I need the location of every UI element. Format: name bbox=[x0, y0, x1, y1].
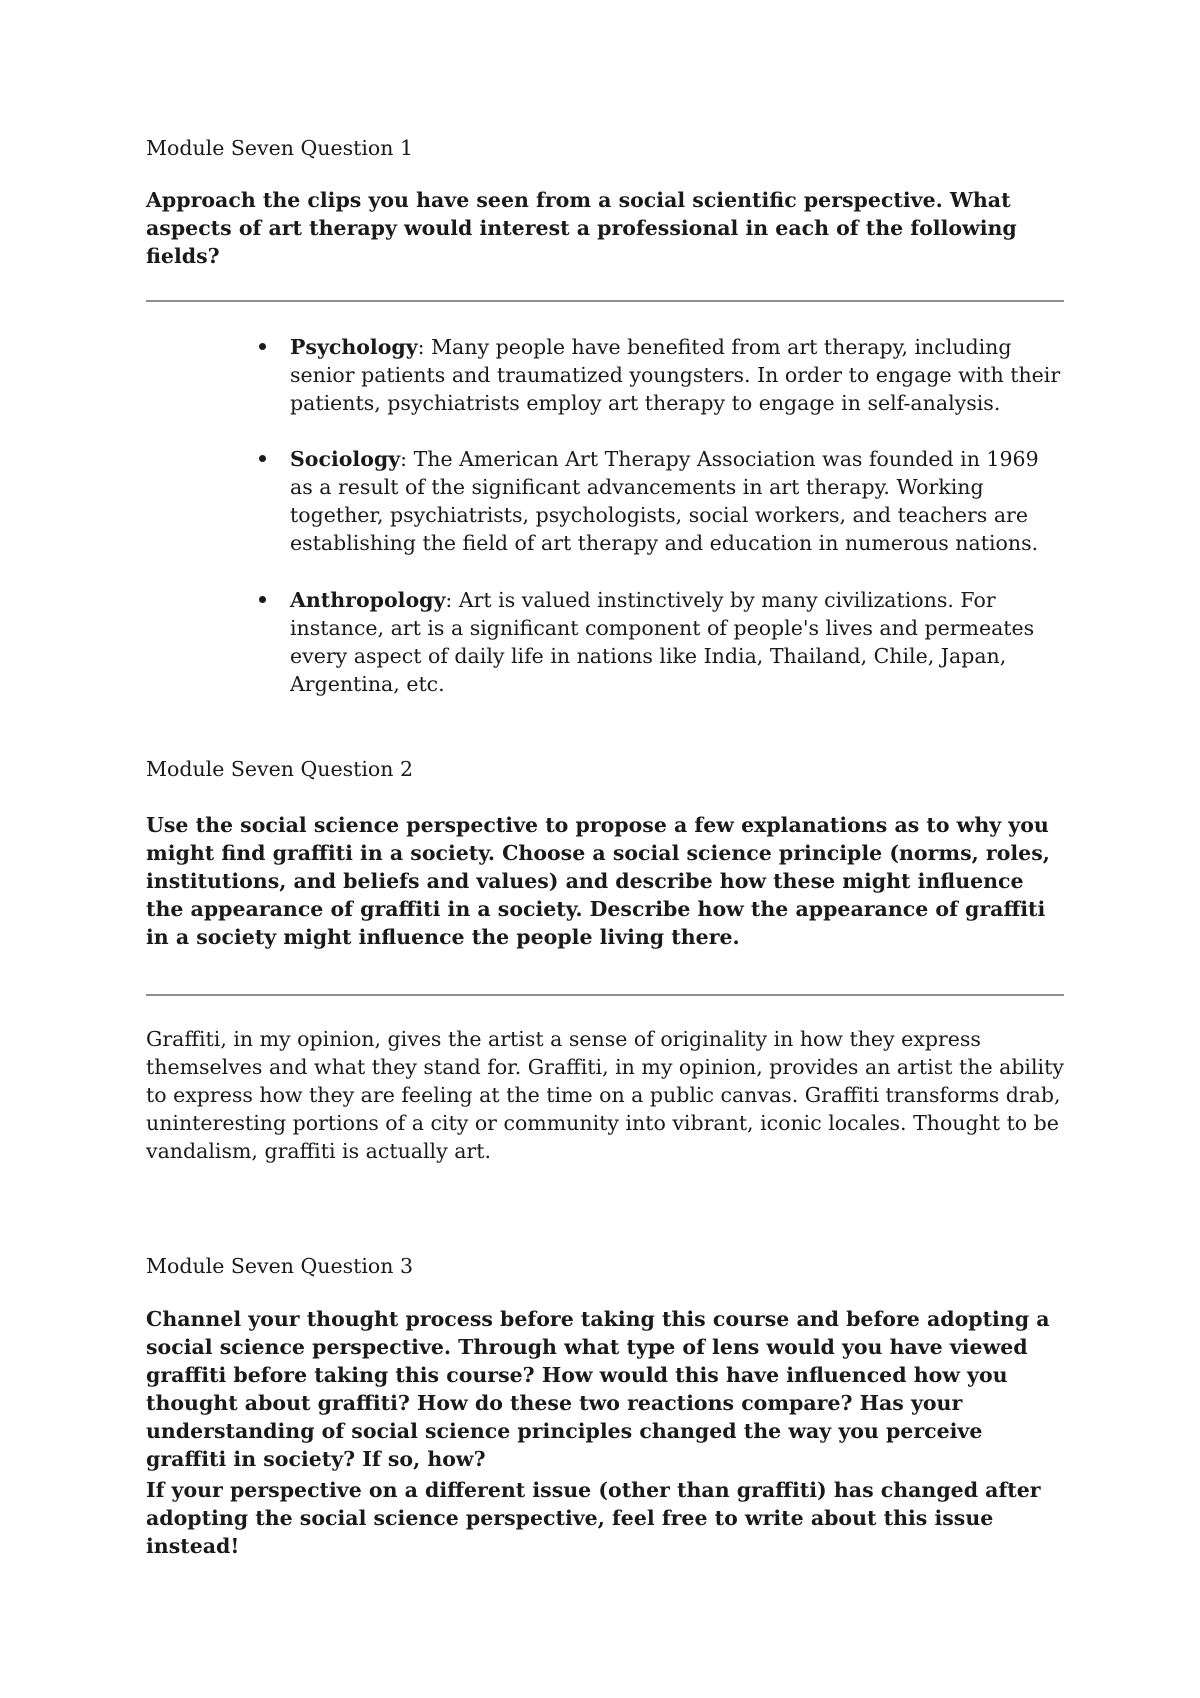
term-label: Anthropology bbox=[290, 588, 446, 612]
question-2-divider bbox=[146, 994, 1064, 996]
question-2-title: Module Seven Question 2 bbox=[146, 757, 414, 781]
term-label: Psychology bbox=[290, 335, 418, 359]
term-label: Sociology bbox=[290, 447, 401, 471]
bullet-icon bbox=[259, 455, 266, 462]
list-item-sociology bbox=[290, 445, 1064, 557]
question-2-prompt: Use the social science perspective to propose a few explanations as to why you might find graffiti in a society. Choose a social science principle (norms, roles, institutions, and beliefs and values) and describe how these might influence the appearance of graffiti in a society. Describe how the appearance of graffiti in a society might influence the people living there. bbox=[146, 813, 1050, 949]
question-2-answer: Graffiti, in my opinion, gives the artist a sense of originality in how they express themselves and what they stand for. Graffiti, in my opinion, provides an artist the ability to express how they are feeling at the time on a public canvas. Graffiti transforms drab, uninteresting portions of a city or community into vibrant, iconic locales. Thought to be vandalism, graffiti is actually art. bbox=[146, 1027, 1064, 1163]
list-item-psychology bbox=[290, 333, 1064, 417]
question-3-prompt: Channel your thought process before taking this course and before adopting a social science perspective. Through what type of lens would you have viewed graffiti before taking this course? How would this have influenced how you thought about graffiti? How do these two reactions compare? Has your understanding of social science principles changed the way you perceive graffiti in society? If so, how? bbox=[146, 1307, 1050, 1471]
question-1-divider bbox=[146, 300, 1064, 302]
term-description: : Art is valued instinctively by many civilizations. For instance, art is a significant component of people's lives and permeates every aspect of daily life in nations like India, Thailand, Chile, Japan, Argentina, etc. bbox=[290, 588, 1035, 696]
question-1-title: Module Seven Question 1 bbox=[146, 136, 414, 160]
term-description: : Many people have benefited from art therapy, including senior patients and traumatized youngsters. In order to engage with their patients, psychiatrists employ art therapy to engage in self-analysis. bbox=[290, 335, 1061, 415]
bullet-icon bbox=[259, 596, 266, 603]
term-description: : The American Art Therapy Association was founded in 1969 as a result of the significant advancements in art therapy. Working together, psychiatrists, psychologists, social workers, and teachers are establishing the field of art therapy and education in numerous nations. bbox=[290, 447, 1039, 555]
question-3-title: Module Seven Question 3 bbox=[146, 1254, 414, 1278]
list-item-anthropology bbox=[290, 586, 1064, 698]
bullet-icon bbox=[259, 343, 266, 350]
question-3-prompt-alternative: If your perspective on a different issue (other than graffiti) has changed after adopting the social science perspective, feel free to write about this issue instead! bbox=[146, 1478, 1041, 1558]
question-1-prompt: Approach the clips you have seen from a social scientific perspective. What aspects of art therapy would interest a professional in each of the following fields? bbox=[146, 188, 1017, 268]
